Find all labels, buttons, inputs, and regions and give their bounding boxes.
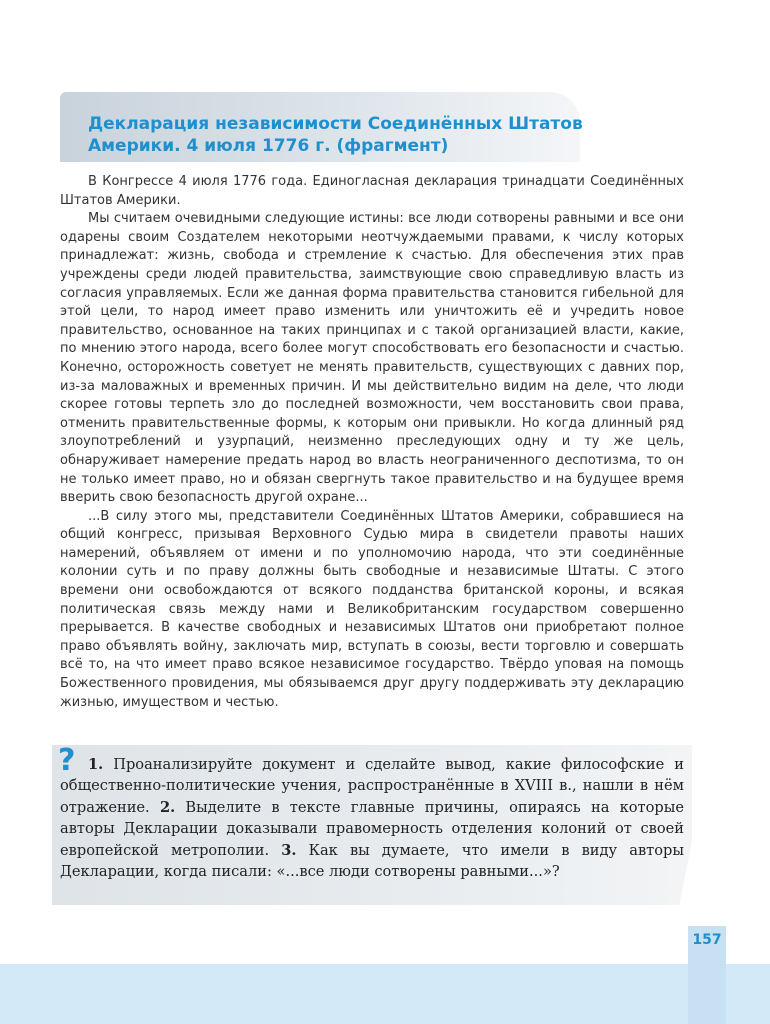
document-title: Декларация независимости Соединённых Штатов Америки. 4 июля 1776 г. (фрагмент) xyxy=(88,114,583,156)
document-paragraph: Мы считаем очевидными следующие истины: все люди сотворены равными и все они одарены своим Создателем некоторыми неотчуждаемыми правами, к числу которых принадлежат: жизнь, свобода и стремление к счастью. Для обеспечения этих прав учреждены среди людей правительства, заимствующие свою справедливую власть из согласия управляемых. Если же данная форма правительства становится гибельной для этой цели, то народ имеет право изменить или уничтожить её и учредить новое правительство, основанное на таких принципах и с такой организацией власти, какие, по мнению этого народа, всего более могут способствовать его безопасности и счастью. Конечно, осторожность советует не менять правительств, существующих с давних пор, из-за маловажных и временных причин. И мы действительно видим на деле, что люди скорее готовы терпеть зло до последней возможности, чем восстановить свои права, отменить правительственные формы, к которым они привыкли. Но когда длинный ряд злоупотреблений и узурпаций, неизменно преследующих одну и ту же цель, обнаруживает намерение предать народ во власть неограниченного деспотизма, то он не только имеет право, но и обязан свергнуть такое правительство и на будущее время вверить свою безопасность другой охране... xyxy=(60,211,684,506)
questions-text xyxy=(60,754,684,882)
page-number: 157 xyxy=(692,932,722,948)
question-number: 1. xyxy=(88,756,104,773)
document-paragraph: ...В силу этого мы, представители Соединённых Штатов Америки, собравшиеся на общий конгресс, призывая Верховного Судью мира в свидетели правоты наших намерений, объявляем от имени и по уполномочию народа, что эти соединённые колонии суть и по праву должны быть свободные и независимые Штаты. С этого времени они освобождаются от всякого подданства британской короны, и всякая политическая связь между нами и Великобританским государством совершенно прерывается. В качестве свободных и независимых Штатов они приобретают полное право объявлять войну, заключать мир, вступать в союзы, вести торговлю и совершать всё то, на что имеет право всякое независимое государство. Твёрдо уповая на помощь Божественного провидения, мы обязываемся друг другу поддерживать эту декларацию жизнью, имуществом и честью. xyxy=(60,508,684,710)
question-mark-icon: ? xyxy=(58,743,76,778)
question-number: 3. xyxy=(281,841,297,859)
question-text: Как вы думаете, что имели в виду авторы Декларации, когда писали: «...все люди сотворены равными...»? xyxy=(60,841,684,881)
document-paragraph: В Конгрессе 4 июля 1776 года. Единогласная декларация тринадцати Соединённых Штатов Америки. xyxy=(60,174,684,208)
question-text: Проанализируйте документ и сделайте вывод, какие философские и общественно-политические учения, распространённые в XVIII в., нашли в нём отражение. xyxy=(60,756,684,816)
question-number: 2. xyxy=(159,798,176,816)
document-body xyxy=(60,173,684,712)
footer-band xyxy=(0,964,770,1024)
question-text: Выделите в тексте главные причины, опираясь на которые авторы Декларации доказывали правомерность отделения колоний от своей европейской метрополии. xyxy=(60,798,684,859)
